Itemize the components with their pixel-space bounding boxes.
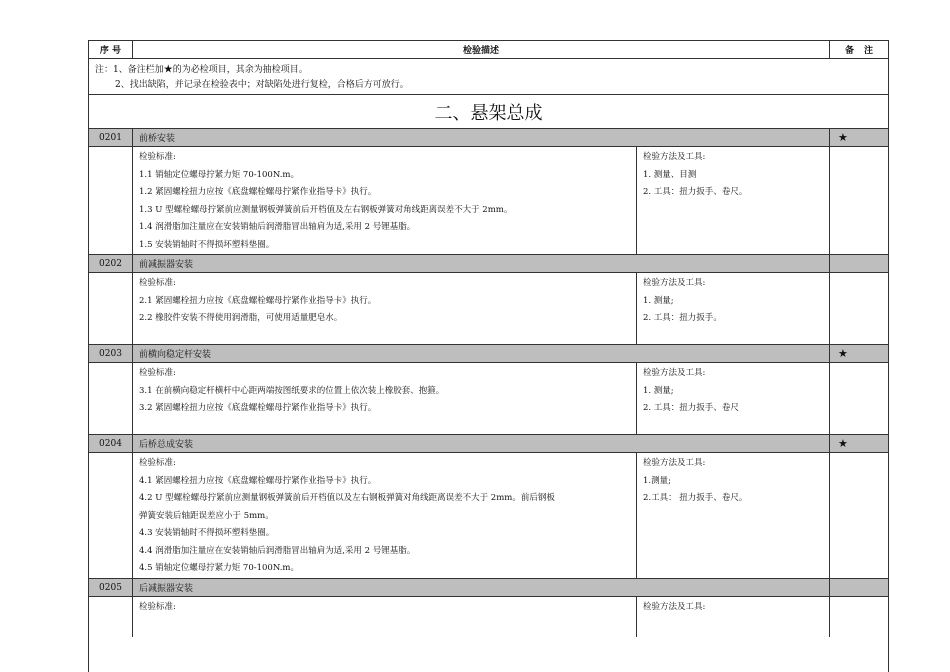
standard-title: 检验标准:: [139, 458, 176, 468]
note-2: 2、找出缺陷，并记录在检验表中；对缺陷处进行复检，合格后方可放行。: [115, 80, 409, 90]
required-star-icon: ★: [838, 437, 848, 450]
standard-line: 1.2 紧固螺栓扭力应按《底盘螺栓螺母拧紧作业指导卡》执行。: [139, 187, 377, 197]
methods-cell: [637, 273, 830, 344]
item-code: 0202: [89, 255, 133, 272]
standard-line: 4.4 润滑脂加注量应在安装销轴后润滑脂冒出轴肩为适,采用 2 号锂基脂。: [139, 545, 416, 556]
item-body: [89, 147, 888, 255]
method-line: 2. 工具：扭力扳手。: [643, 313, 722, 323]
item-code: 0204: [89, 435, 133, 452]
item-code: 0205: [89, 579, 133, 596]
standards-cell: [133, 147, 637, 254]
item-body: [89, 453, 888, 579]
header-remark-2: 注: [863, 46, 873, 56]
standard-line: 3.2 紧固螺栓扭力应按《底盘螺栓螺母拧紧作业指导卡》执行。: [139, 403, 377, 413]
standards-cell: [133, 363, 637, 434]
header-remark-1: 备: [844, 46, 854, 56]
item-name: 后桥总成安装: [133, 435, 830, 452]
standard-line: 4.3 安装销轴时不得损坏塑料垫圈。: [139, 528, 275, 538]
standard-line: 2.1 紧固螺栓扭力应按《底盘螺栓螺母拧紧作业指导卡》执行。: [139, 295, 377, 306]
item-name: 前桥安装: [133, 129, 830, 146]
method-title: 检验方法及工具:: [643, 602, 706, 612]
standards-cell: [133, 273, 637, 344]
standard-line: 弹簧安装后轴距误差应小于 5mm。: [139, 510, 274, 521]
item-header: [89, 435, 888, 453]
standard-line: 1.5 安装销轴时不得损坏塑料垫圈。: [139, 239, 275, 250]
methods-cell: [637, 453, 830, 578]
header-desc: 检验描述: [133, 41, 830, 58]
item-header: [89, 129, 888, 147]
table-header: [89, 41, 888, 59]
note-1: 注：1、备注栏加★的为必检项目，其余为抽检项目。: [95, 65, 308, 75]
standard-title: 检验标准:: [139, 278, 176, 288]
methods-cell: [637, 363, 830, 434]
item-code: 0201: [89, 129, 133, 146]
method-title: 检验方法及工具:: [643, 152, 706, 162]
standards-cell: [133, 597, 637, 637]
standard-line: 4.1 紧固螺栓扭力应按《底盘螺栓螺母拧紧作业指导卡》执行。: [139, 475, 377, 486]
method-line: 1. 测量、目测: [643, 169, 697, 180]
standards-cell: [133, 453, 637, 578]
header-remark: [830, 41, 888, 58]
standard-line: 4.2 U 型螺栓螺母拧紧前应测量钢板弹簧前后开档值以及左右钢板弹簧对角线距离误差不大于 2mm。前后钢板: [139, 493, 555, 503]
method-title: 检验方法及工具:: [643, 368, 706, 378]
item-body: [89, 363, 888, 435]
required-star-icon: [830, 579, 888, 596]
methods-cell: [637, 597, 830, 637]
item-code: 0203: [89, 345, 133, 362]
method-line: 2.工具： 扭力扳手、卷尺。: [643, 493, 748, 503]
method-line: 2. 工具：扭力扳手、卷尺: [643, 403, 739, 413]
method-title: 检验方法及工具:: [643, 458, 706, 468]
notes: [89, 59, 888, 95]
standard-title: 检验标准:: [139, 602, 176, 612]
header-seq: 序 号: [89, 41, 133, 58]
item-header: [89, 255, 888, 273]
method-line: 2. 工具：扭力扳手、卷尺。: [643, 187, 748, 197]
standard-line: 1.3 U 型螺栓螺母拧紧前应测量钢板弹簧前后开档值及左右钢板弹簧对角线距离误差不大于 2mm。: [139, 204, 513, 215]
standard-line: 3.1 在前横向稳定杆横杆中心距两端按图纸要求的位置上依次装上橡胶套、抱箍。: [139, 385, 445, 396]
method-line: 1.测量;: [643, 475, 671, 486]
item-name: 前横向稳定杆安装: [133, 345, 830, 362]
item-name: 后减振器安装: [133, 579, 830, 596]
method-line: 1. 测量;: [643, 385, 674, 396]
methods-cell: [637, 147, 830, 254]
method-title: 检验方法及工具:: [643, 278, 706, 288]
required-star-icon: ★: [838, 347, 848, 360]
inspection-sheet: [88, 40, 889, 672]
required-star-icon: ★: [838, 131, 848, 144]
standard-line: 2.2 橡胶件安装不得使用润滑脂，可使用适量肥皂水。: [139, 313, 343, 323]
standard-line: 1.4 润滑脂加注量应在安装销轴后润滑脂冒出轴肩为适,采用 2 号锂基脂。: [139, 222, 416, 232]
item-body: [89, 273, 888, 345]
item-body: [89, 597, 888, 637]
required-star-icon: [830, 255, 888, 272]
item-name: 前减振器安装: [133, 255, 830, 272]
standard-line: 4.5 销轴定位螺母拧紧力矩 70-100N.m。: [139, 563, 299, 573]
method-line: 1. 测量;: [643, 295, 674, 306]
standard-title: 检验标准:: [139, 152, 176, 162]
item-header: [89, 345, 888, 363]
standard-line: 1.1 销轴定位螺母拧紧力矩 70-100N.m。: [139, 169, 299, 180]
standard-title: 检验标准:: [139, 368, 176, 378]
section-title: 二、悬架总成: [89, 95, 888, 129]
item-header: [89, 579, 888, 597]
